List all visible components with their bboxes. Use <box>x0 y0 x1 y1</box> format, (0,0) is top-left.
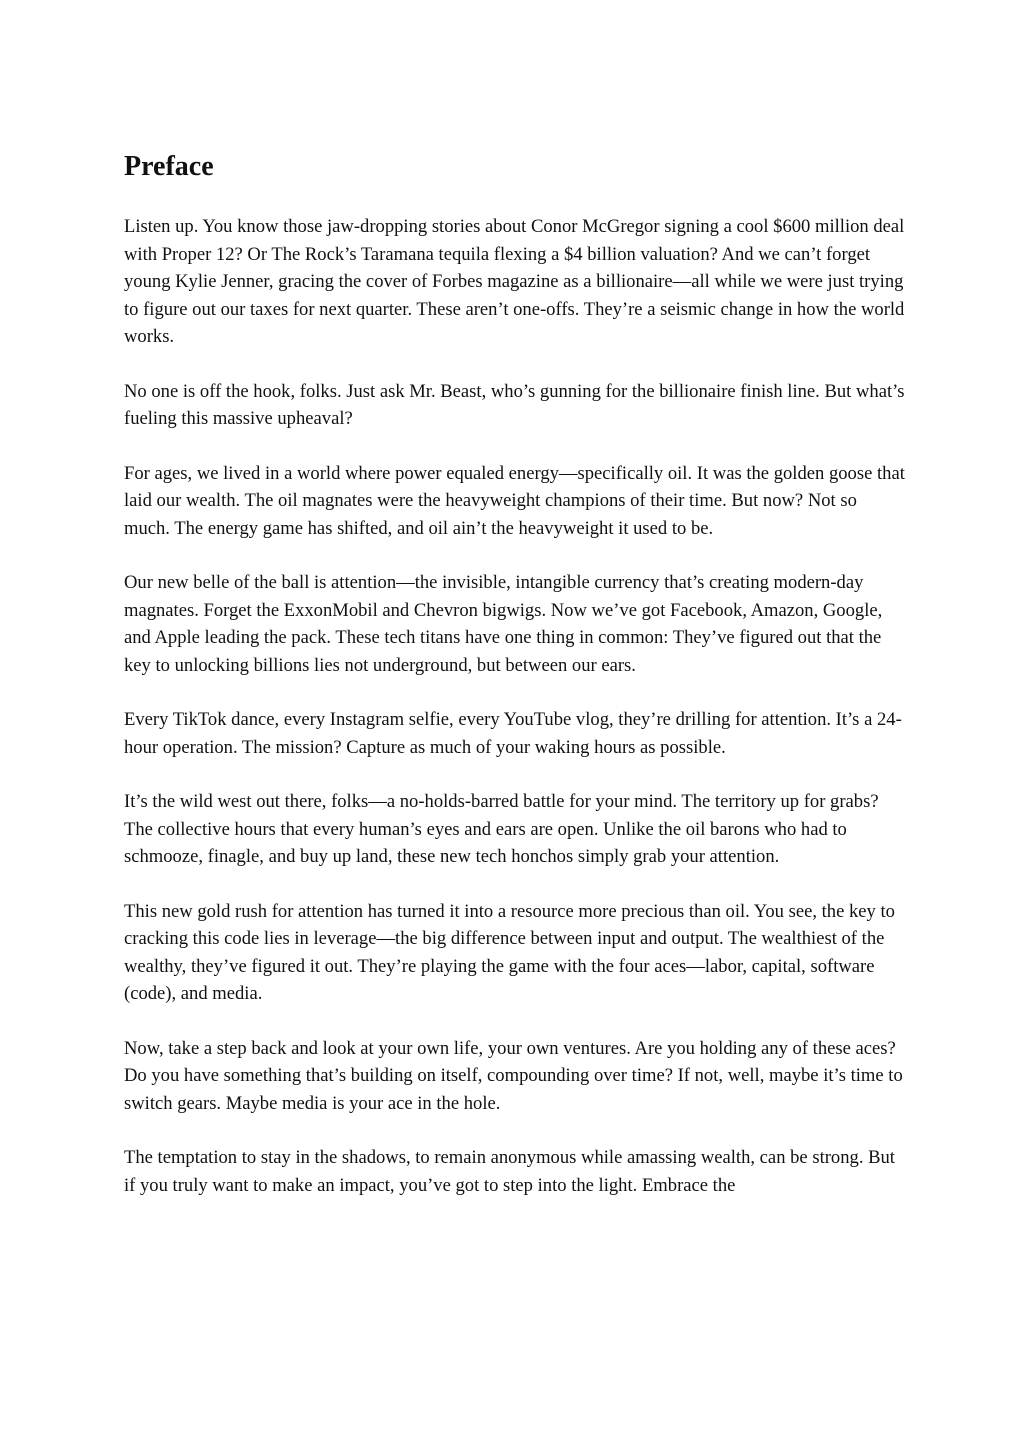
paragraph: It’s the wild west out there, folks—a no-holds-barred battle for your mind. The territory up for grabs? The collective hours that every human’s eyes and ears are open. Unlike the oil barons who had to schmooze, finagle, and buy up land, these new tech honchos simply grab your attention. <box>124 791 879 867</box>
paragraph: This new gold rush for attention has turned it into a resource more precious than oil. You see, the key to cracking this code lies in leverage—the big difference between input and output. The wealthiest of the wealthy, they’ve figured it out. They’re playing the game with the four aces—labor, capital, software (code), and media. <box>124 900 895 1004</box>
paragraph: Listen up. You know those jaw-dropping stories about Conor McGregor signing a cool $600 million deal with Proper 12? Or The Rock’s Taramana tequila flexing a $4 billion valuation? And we can’t forget young Kylie Jenner, gracing the cover of Forbes magazine as a billionaire—all while we were just trying to figure out our taxes for next quarter. These aren’t one-offs. They’re a seismic change in how the world works. <box>124 216 905 347</box>
paragraph: Every TikTok dance, every Instagram selfie, every YouTube vlog, they’re drilling for attention. It’s a 24-hour operation. The mission? Capture as much of your waking hours as possible. <box>124 709 902 758</box>
paragraph: The temptation to stay in the shadows, to remain anonymous while amassing wealth, can be strong. But if you truly want to make an impact, you’ve got to step into the light. Embrace the <box>124 1147 895 1196</box>
paragraph: For ages, we lived in a world where power equaled energy—specifically oil. It was the golden goose that laid our wealth. The oil magnates were the heavyweight champions of their time. But now? Not so much. The energy game has shifted, and oil ain’t the heavyweight it used to be. <box>124 462 905 539</box>
document-body <box>124 148 906 1226</box>
page-title: Preface <box>124 151 214 182</box>
paragraph: Now, take a step back and look at your own life, your own ventures. Are you holding any of these aces? Do you have something that’s building on itself, compounding over time? If not, well, maybe it’s time to switch gears. Maybe media is your ace in the hole. <box>124 1037 903 1114</box>
paragraph: No one is off the hook, folks. Just ask Mr. Beast, who’s gunning for the billionaire finish line. But what’s fueling this massive upheaval? <box>124 380 905 429</box>
paragraph: Our new belle of the ball is attention—the invisible, intangible currency that’s creating modern-day magnates. Forget the ExxonMobil and Chevron bigwigs. Now we’ve got Facebook, Amazon, Google, and Apple leading the pack. These tech titans have one thing in common: They’ve figured out that the key to unlocking billions lies not underground, but between our ears. <box>124 572 883 676</box>
